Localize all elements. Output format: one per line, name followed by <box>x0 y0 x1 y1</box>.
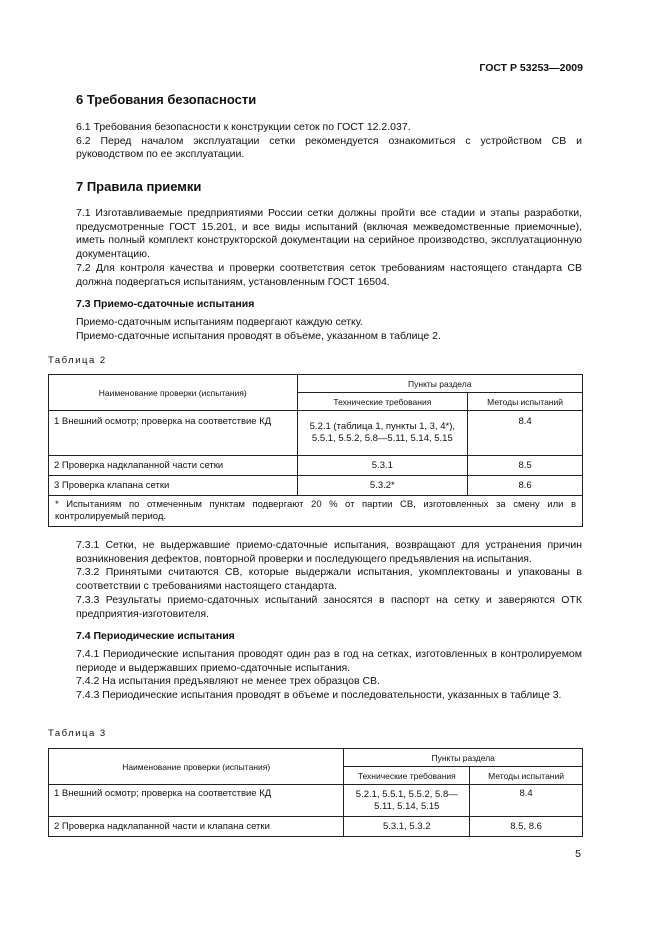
table-3 <box>48 748 583 837</box>
subsection-7-4-body <box>76 648 582 703</box>
table-row <box>49 817 583 837</box>
paragraph-7-3-1: 7.3.1 Сетки, не выдержавшие приемо-сдаточные испытания, возвращают для устранения причин возникновения дефектов, повторной проверки и последующего предъявления на испытания. <box>76 539 582 565</box>
paragraph-7-3-b: Приемо-сдаточные испытания проводят в объеме, указанном в таблице 2. <box>76 329 441 342</box>
section-6-body <box>76 121 582 162</box>
paragraph-7-4-3: 7.4.3 Периодические испытания проводят в объеме и последовательности, указанных в таблице 3. <box>76 689 562 702</box>
table-2-note-row <box>49 496 583 527</box>
table-2-header-methods: Методы испытаний <box>468 393 583 411</box>
table-2-row-1-name: 1 Внешний осмотр; проверка на соответствие КД <box>49 411 298 456</box>
table-3-row-1-req: 5.2.1, 5.5.1, 5.5.2, 5.8—5.11, 5.14, 5.15 <box>344 785 470 817</box>
table-2-header-group: Пункты раздела <box>297 375 583 393</box>
table-3-row-2-methods: 8.5, 8.6 <box>470 817 583 837</box>
page-number: 5 <box>575 848 581 860</box>
subsection-7-3-title: 7.3 Приемо-сдаточные испытания <box>76 298 255 310</box>
table-3-header-methods: Методы испытаний <box>470 767 583 785</box>
table-3-header-req: Технические требования <box>344 767 470 785</box>
table-2-header-req: Технические требования <box>297 393 468 411</box>
table-2-row-3-req: 5.3.2* <box>297 476 468 496</box>
table-2-header-name: Наименование проверки (испытания) <box>49 375 298 411</box>
table-3-header-name: Наименование проверки (испытания) <box>49 749 344 785</box>
table-row <box>49 476 583 496</box>
subsection-7-4-title: 7.4 Периодические испытания <box>76 630 235 642</box>
table-2-note: * Испытаниям по отмеченным пунктам подвергают 20 % от партии СВ, изготовленных за смену или в контролируемый период. <box>49 496 583 527</box>
paragraph-7-2: 7.2 Для контроля качества и проверки соответствия сеток требованиям настоящего стандарта СВ должна подвергаться испытаниям, установленным ГОСТ 16504. <box>76 261 582 288</box>
table-2 <box>48 374 583 527</box>
document-code: ГОСТ Р 53253—2009 <box>479 62 583 74</box>
section-7-body <box>76 207 582 289</box>
paragraph-7-4-2: 7.4.2 На испытания предъявляют не менее трех образцов СВ. <box>76 675 380 688</box>
table-2-caption: Таблица 2 <box>48 355 107 366</box>
paragraph-7-3-a: Приемо-сдаточным испытаниям подвергают каждую сетку. <box>76 316 363 328</box>
paragraph-7-3-3: 7.3.3 Результаты приемо-сдаточных испытаний заносятся в паспорт на сетку и заверяются ОТК предприятия-изготовителя. <box>76 593 582 620</box>
subsection-7-3-details <box>76 539 582 621</box>
paragraph-6-2: 6.2 Перед началом эксплуатации сетки рекомендуется ознакомиться с устройством СВ и руководством по ее эксплуатации. <box>76 134 582 161</box>
table-3-caption: Таблица 3 <box>48 728 107 739</box>
table-2-row-3-methods: 8.6 <box>468 476 583 496</box>
table-row <box>49 785 583 817</box>
table-3-row-2-name: 2 Проверка надклапанной части и клапана сетки <box>49 817 344 837</box>
table-2-row-3-name: 3 Проверка клапана сетки <box>49 476 298 496</box>
paragraph-7-3-2: 7.3.2 Принятыми считаются СВ, которые выдержали испытания, укомплектованы и упакованы в соответствии с требованиями настоящего стандарта. <box>76 566 582 593</box>
table-3-row-1-methods: 8.4 <box>470 785 583 817</box>
table-2-row-1-req: 5.2.1 (таблица 1, пункты 1, 3, 4*), 5.5.1, 5.5.2, 5.8—5.11, 5.14, 5.15 <box>297 411 468 456</box>
table-3-row-2-req: 5.3.1, 5.3.2 <box>344 817 470 837</box>
table-2-row-2-name: 2 Проверка надклапанной части сетки <box>49 456 298 476</box>
table-2-row-2-methods: 8.5 <box>468 456 583 476</box>
subsection-7-3-body <box>76 316 582 343</box>
table-2-row-1-methods: 8.4 <box>468 411 583 456</box>
table-3-row-1-name: 1 Внешний осмотр; проверка на соответствие КД <box>49 785 344 817</box>
section-7-title: 7 Правила приемки <box>76 179 202 194</box>
section-6-title: 6 Требования безопасности <box>76 92 257 107</box>
table-row <box>49 411 583 456</box>
table-row <box>49 456 583 476</box>
paragraph-7-1: 7.1 Изготавливаемые предприятиями России сетки должны пройти все стадии и этапы разработки, предусмотренные ГОСТ 15.201, и все виды испытаний (включая межведомственные приемочные), иметь полный комплект конструкторской документации на серийное производство, эксплуатационную документацию. <box>76 207 582 261</box>
paragraph-7-4-1: 7.4.1 Периодические испытания проводят один раз в год на сетках, изготовленных в контролируемом периоде и выдержавших приемо-сдаточные испытания. <box>76 648 582 674</box>
paragraph-6-1: 6.1 Требования безопасности к конструкции сеток по ГОСТ 12.2.037. <box>76 121 411 133</box>
table-3-header-group: Пункты раздела <box>344 749 583 767</box>
table-2-row-2-req: 5.3.1 <box>297 456 468 476</box>
